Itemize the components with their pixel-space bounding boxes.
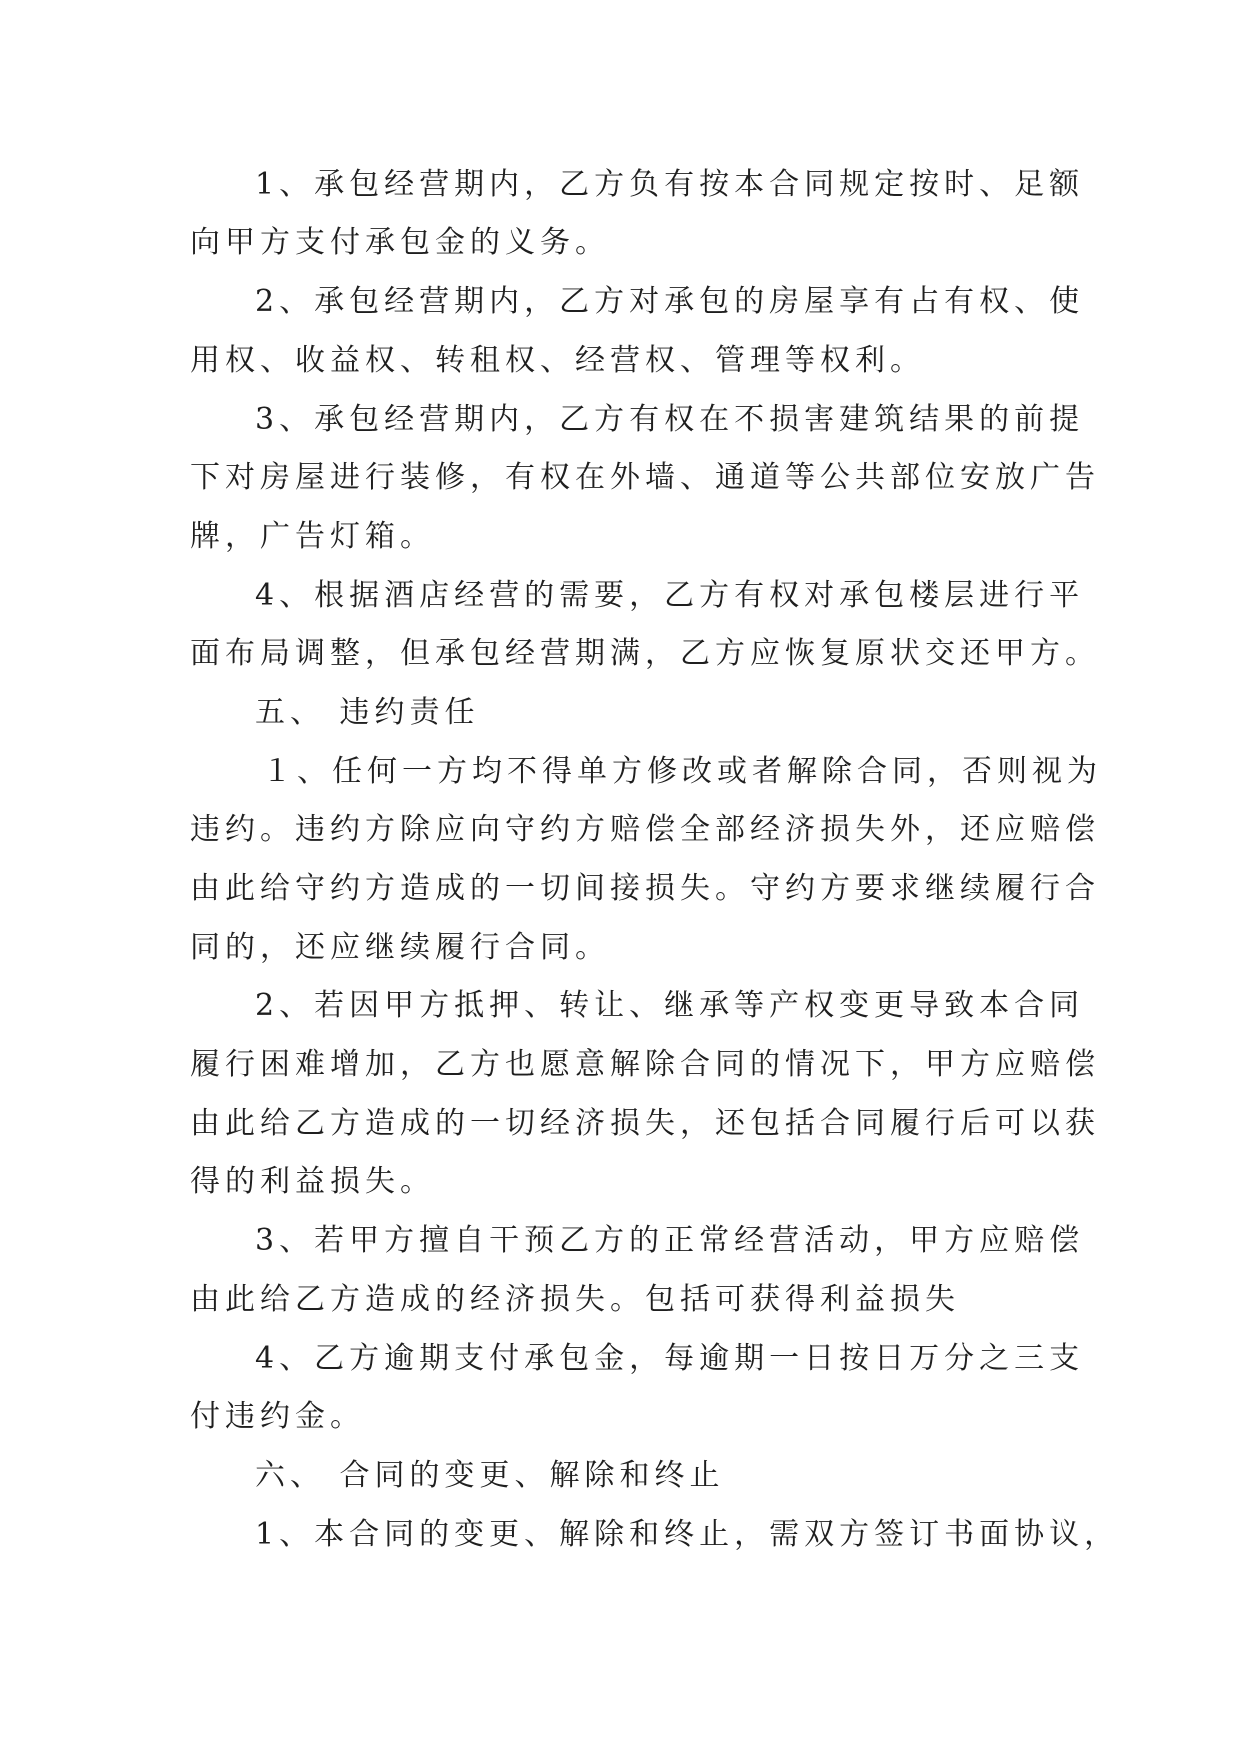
text-line: 同的，还应继续履行合同。 — [190, 930, 610, 965]
text-line: 2、承包经营期内，乙方对承包的房屋享有占有权、使 — [255, 284, 1085, 319]
text-line: 履行困难增加，乙方也愿意解除合同的情况下，甲方应赔偿 — [190, 1047, 1100, 1082]
text-line: 用权、收益权、转租权、经营权、管理等权利。 — [190, 343, 925, 378]
text-line: 4、根据酒店经营的需要，乙方有权对承包楼层进行平 — [255, 578, 1085, 613]
text-line: 3、若甲方擅自干预乙方的正常经营活动，甲方应赔偿 — [255, 1223, 1085, 1258]
text-line: １、任何一方均不得单方修改或者解除合同，否则视为 — [262, 754, 1102, 789]
text-line: 向甲方支付承包金的义务。 — [190, 225, 610, 260]
text-line: 由此给乙方造成的经济损失。包括可获得利益损失 — [190, 1282, 960, 1317]
text-line: 下对房屋进行装修，有权在外墙、通道等公共部位安放广告 — [190, 460, 1100, 495]
text-line: 得的利益损失。 — [190, 1164, 435, 1199]
text-line: 付违约金。 — [190, 1399, 365, 1434]
text-line: 由此给乙方造成的一切经济损失，还包括合同履行后可以获 — [190, 1106, 1100, 1141]
text-line: 3、承包经营期内，乙方有权在不损害建筑结果的前提 — [255, 402, 1085, 437]
section-heading: 五、 违约责任 — [255, 695, 480, 730]
text-line: 面布局调整，但承包经营期满，乙方应恢复原状交还甲方。 — [190, 636, 1100, 671]
text-line: 1、承包经营期内，乙方负有按本合同规定按时、足额 — [255, 167, 1085, 202]
text-line: 2、若因甲方抵押、转让、继承等产权变更导致本合同 — [255, 988, 1085, 1023]
text-line: 4、乙方逾期支付承包金，每逾期一日按日万分之三支 — [255, 1341, 1085, 1376]
text-line: 1、本合同的变更、解除和终止，需双方签订书面协议， — [255, 1517, 1120, 1552]
text-line: 违约。违约方除应向守约方赔偿全部经济损失外，还应赔偿 — [190, 812, 1100, 847]
text-line: 由此给守约方造成的一切间接损失。守约方要求继续履行合 — [190, 871, 1100, 906]
section-heading: 六、 合同的变更、解除和终止 — [255, 1458, 725, 1493]
text-line: 牌，广告灯箱。 — [190, 519, 435, 554]
